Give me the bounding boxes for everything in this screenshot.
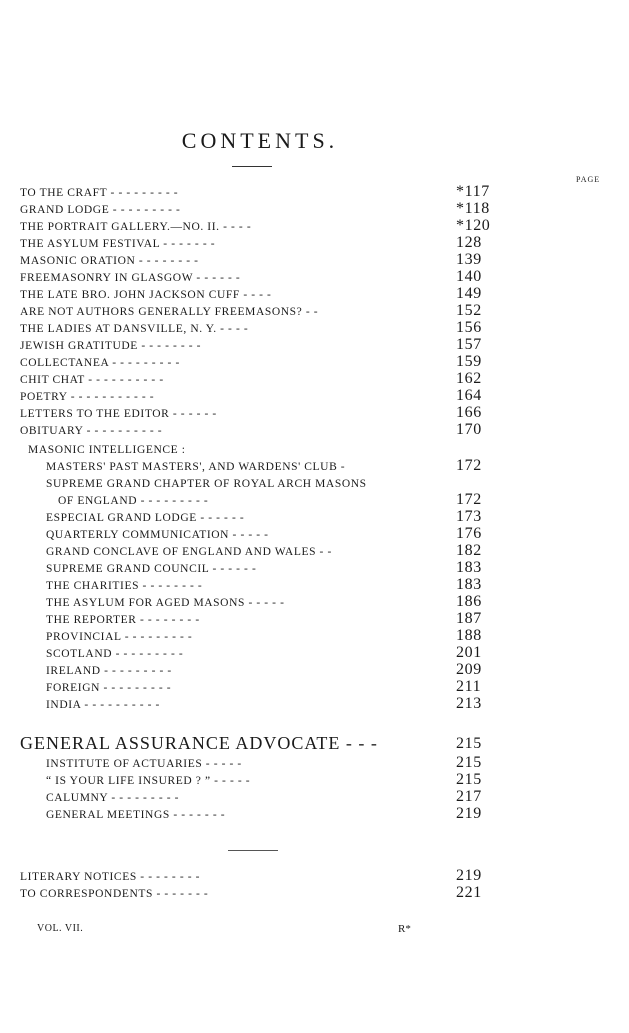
section-rule xyxy=(228,850,278,851)
toc-entry: GRAND CONCLAVE OF ENGLAND AND WALES - - 182 xyxy=(46,542,482,559)
title-rule xyxy=(232,166,272,167)
toc-entry: COLLECTANEA - - - - - - - - - 159 xyxy=(20,353,482,370)
toc-entry: JEWISH GRATITUDE - - - - - - - - 157 xyxy=(20,336,482,353)
toc-entry: THE ASYLUM FESTIVAL - - - - - - - 128 xyxy=(20,234,482,251)
page-column-heading: PAGE xyxy=(576,175,601,184)
toc-entry: THE LADIES AT DANSVILLE, N. Y. - - - - 156 xyxy=(20,319,482,336)
toc-entry: MASONIC ORATION - - - - - - - - 139 xyxy=(20,251,482,268)
toc-entry: ESPECIAL GRAND LODGE - - - - - - 173 xyxy=(46,508,482,525)
section-heading-general-assurance-advocate: GENERAL ASSURANCE ADVOCATE - - - 215 xyxy=(20,733,482,753)
toc-entry: THE REPORTER - - - - - - - - 187 xyxy=(46,610,482,627)
toc-entry: SUPREME GRAND CHAPTER OF ROYAL ARCH MASONS xyxy=(46,478,367,490)
toc-entry: SUPREME GRAND COUNCIL - - - - - - 183 xyxy=(46,559,482,576)
toc-entry: INDIA - - - - - - - - - - 213 xyxy=(46,695,482,712)
toc-entry: “ IS YOUR LIFE INSURED ? ” - - - - - 215 xyxy=(46,771,482,788)
signature-mark: R* xyxy=(398,923,411,935)
toc-entry: FOREIGN - - - - - - - - - 211 xyxy=(46,678,482,695)
toc-entry: INSTITUTE OF ACTUARIES - - - - - 215 xyxy=(46,754,482,771)
toc-entry: CALUMNY - - - - - - - - - 217 xyxy=(46,788,482,805)
toc-entry: SCOTLAND - - - - - - - - - 201 xyxy=(46,644,482,661)
toc-entry: THE CHARITIES - - - - - - - - 183 xyxy=(46,576,482,593)
toc-entry: TO THE CRAFT - - - - - - - - - *117 xyxy=(20,183,490,200)
section-heading-masonic-intelligence: MASONIC INTELLIGENCE : xyxy=(28,444,186,456)
toc-entry: ARE NOT AUTHORS GENERALLY FREEMASONS? - - 152 xyxy=(20,302,482,319)
toc-entry: OBITUARY - - - - - - - - - - 170 xyxy=(20,421,482,438)
toc-entry: THE LATE BRO. JOHN JACKSON CUFF - - - - 149 xyxy=(20,285,482,302)
volume-label: VOL. VII. xyxy=(37,923,84,934)
toc-entry: LITERARY NOTICES - - - - - - - - 219 xyxy=(20,867,482,884)
toc-entry: OF ENGLAND - - - - - - - - - 172 xyxy=(58,491,482,508)
toc-entry: GENERAL MEETINGS - - - - - - - 219 xyxy=(46,805,482,822)
toc-entry: GRAND LODGE - - - - - - - - - *118 xyxy=(20,200,490,217)
toc-entry: THE ASYLUM FOR AGED MASONS - - - - - 186 xyxy=(46,593,482,610)
toc-entry: PROVINCIAL - - - - - - - - - 188 xyxy=(46,627,482,644)
toc-entry: MASTERS' PAST MASTERS', AND WARDENS' CLUB - 172 xyxy=(46,457,482,474)
toc-entry: IRELAND - - - - - - - - - 209 xyxy=(46,661,482,678)
toc-entry: LETTERS TO THE EDITOR - - - - - - 166 xyxy=(20,404,482,421)
toc-entry: THE PORTRAIT GALLERY.—NO. II. - - - - *120 xyxy=(20,217,491,234)
toc-entry: QUARTERLY COMMUNICATION - - - - - 176 xyxy=(46,525,482,542)
page-title: CONTENTS. xyxy=(181,128,339,153)
toc-entry: FREEMASONRY IN GLASGOW - - - - - - 140 xyxy=(20,268,482,285)
toc-entry: TO CORRESPONDENTS - - - - - - - 221 xyxy=(20,884,482,901)
toc-entry: POETRY - - - - - - - - - - - 164 xyxy=(20,387,482,404)
toc-entry: CHIT CHAT - - - - - - - - - - 162 xyxy=(20,370,482,387)
